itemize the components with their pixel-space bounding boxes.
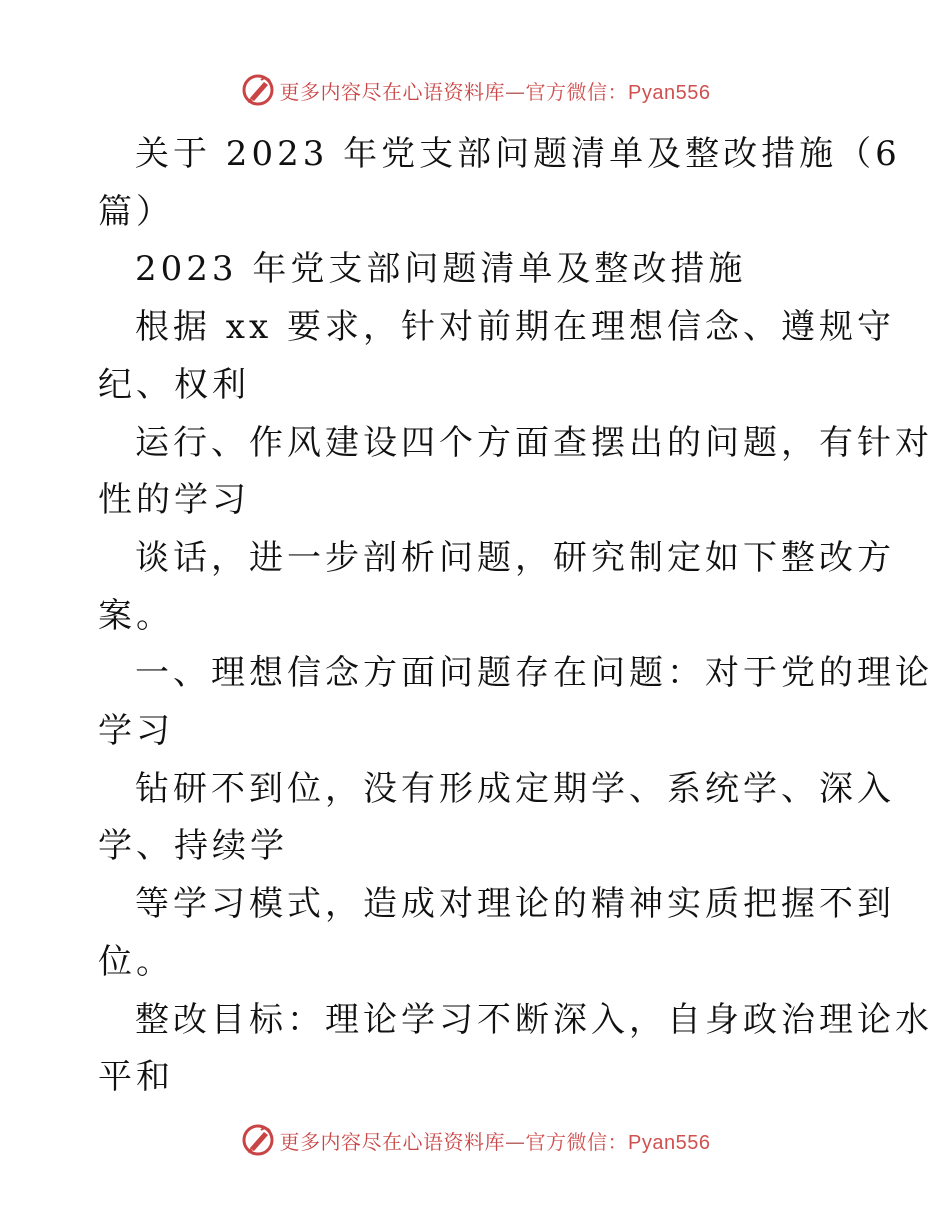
paragraph-line: 位。 (98, 941, 174, 982)
paragraph-line: 运行、作风建设四个方面查摆出的问题，有针对 (135, 422, 933, 463)
watermark-site: 更多内容尽在心语资料库 (279, 79, 506, 104)
paragraph-line: 等学习模式，造成对理论的精神实质把握不到 (135, 884, 895, 925)
watermark-site: 更多内容尽在心语资料库 (279, 1129, 506, 1154)
watermark-wechat: 官方微信：Pyan556 (525, 1131, 711, 1154)
footer-watermark (0, 1120, 950, 1160)
paragraph-line: 整改目标：理论学习不断深入，自身政治理论水 (135, 999, 933, 1040)
document-body (98, 126, 933, 1107)
paragraph-line: 一、理想信念方面问题存在问题：对于党的理论 (135, 653, 933, 694)
watermark-sep: — (505, 79, 526, 104)
watermark-wechat: 官方微信：Pyan556 (525, 81, 711, 104)
watermark-sep: — (505, 1129, 526, 1154)
paragraph-line: 学、持续学 (98, 826, 288, 867)
paragraph-line: 案。 (98, 595, 174, 636)
pen-logo-icon (240, 72, 276, 108)
header-watermark (0, 70, 950, 110)
paragraph-line: 性的学习 (98, 480, 250, 521)
title-line: 关于 2023 年党支部问题清单及整改措施（6 (135, 134, 901, 174)
paragraph-line: 根据 xx 要求，针对前期在理想信念、遵规守 (135, 307, 895, 348)
paragraph-line: 纪、权利 (98, 364, 250, 405)
paragraph-line: 平和 (98, 1057, 174, 1098)
paragraph-line: 学习 (98, 711, 174, 752)
paragraph-line: 谈话，进一步剖析问题，研究制定如下整改方 (135, 537, 895, 578)
pen-logo-icon (240, 1122, 276, 1158)
subtitle-line: 2023 年党支部问题清单及整改措施 (135, 249, 747, 290)
title-line: 篇） (98, 191, 174, 232)
paragraph-line: 钻研不到位，没有形成定期学、系统学、深入 (135, 768, 895, 809)
